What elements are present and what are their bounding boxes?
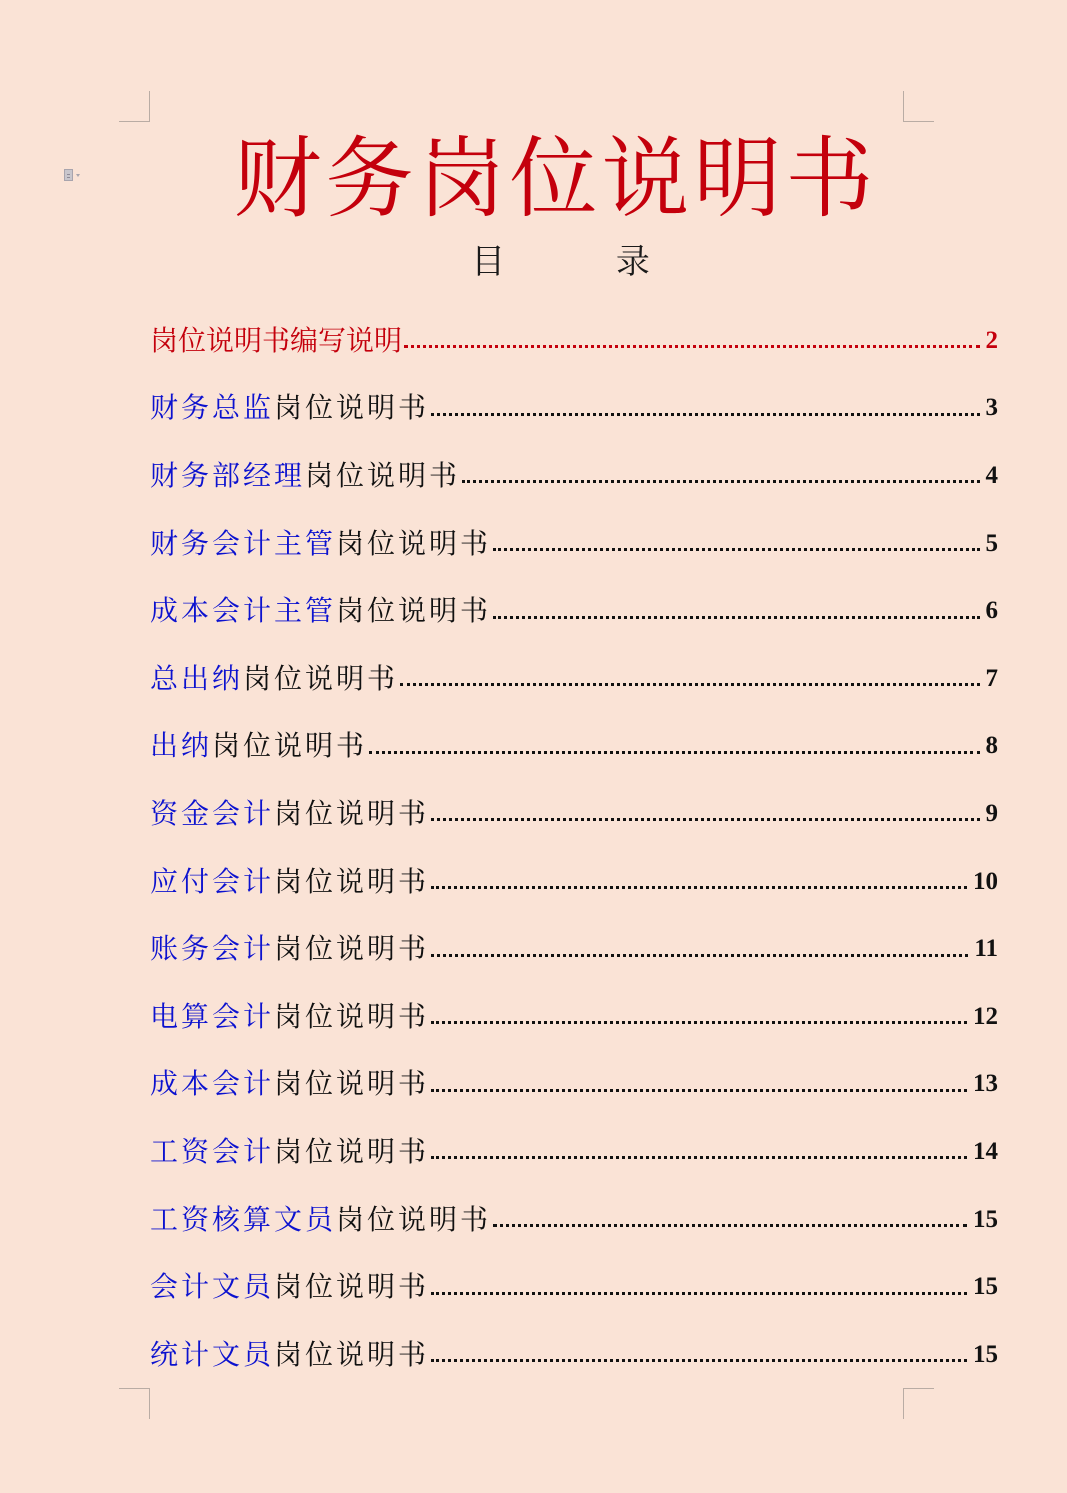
- toc-entry-suffix: 岗位说明书: [274, 391, 430, 425]
- toc-dot-leader: [431, 886, 967, 889]
- toc-page-number: 9: [985, 799, 998, 827]
- toc-entry[interactable]: [150, 713, 998, 781]
- toc-entry[interactable]: [150, 645, 998, 713]
- toc-entry-name[interactable]: 电算会计: [150, 999, 275, 1033]
- toc-entry-suffix: 岗位说明书: [274, 999, 430, 1033]
- toc-dot-leader: [400, 683, 979, 686]
- toc-entry-suffix: 岗位说明书: [243, 661, 399, 695]
- toc-page-number: 15: [973, 1205, 998, 1233]
- toc-entry-suffix: 岗位说明书: [274, 796, 430, 830]
- toc-page-number: 8: [985, 732, 998, 760]
- toc-entry[interactable]: [150, 510, 998, 578]
- toc-dot-leader: [462, 480, 979, 483]
- toc-page-number: 3: [985, 394, 998, 422]
- toc-page-number: 15: [973, 1340, 998, 1368]
- toc-entry[interactable]: [150, 375, 998, 443]
- toc-entry[interactable]: [150, 1253, 998, 1321]
- toc-dot-leader: [404, 345, 979, 348]
- toc-entry-name[interactable]: 资金会计: [150, 796, 275, 830]
- toc-entry-name[interactable]: 财务总监: [150, 391, 275, 425]
- toc-entry[interactable]: [150, 442, 998, 510]
- toc-entry-name[interactable]: 统计文员: [150, 1337, 275, 1371]
- toc-dot-leader: [431, 413, 979, 416]
- toc-entry-name[interactable]: 工资会计: [150, 1134, 275, 1168]
- toc-page-number: 13: [973, 1070, 998, 1098]
- toc-entry-name[interactable]: 出纳: [150, 729, 213, 763]
- toc-entry-suffix: 岗位说明书: [336, 594, 492, 628]
- toc-entry-name[interactable]: 会计文员: [150, 1270, 275, 1304]
- toc-entry[interactable]: [150, 1118, 998, 1186]
- toc-page-number: 15: [973, 1273, 998, 1301]
- toc-page-number: 12: [973, 1002, 998, 1030]
- toc-entry-suffix: 岗位说明书: [274, 1270, 430, 1304]
- toc-entry-suffix: 岗位说明书: [274, 1337, 430, 1371]
- toc-dot-leader: [431, 818, 979, 821]
- toc-dot-leader: [493, 548, 979, 551]
- toc-entry-name[interactable]: 工资核算文员: [150, 1202, 337, 1236]
- toc-page-number: 10: [973, 867, 998, 895]
- toc-entry[interactable]: [150, 1186, 998, 1254]
- toc-page-number: 2: [985, 326, 998, 354]
- toc-entry[interactable]: [150, 1321, 998, 1389]
- table-of-contents: [150, 307, 998, 1389]
- toc-page-number: 4: [985, 461, 998, 489]
- toc-entry[interactable]: [150, 1051, 998, 1119]
- toc-entry[interactable]: [150, 848, 998, 916]
- toc-dot-leader: [431, 1089, 967, 1092]
- toc-dot-leader: [369, 751, 979, 754]
- toc-entry-suffix: 岗位说明书: [274, 1067, 430, 1101]
- toc-entry[interactable]: [150, 577, 998, 645]
- toc-entry-suffix: 岗位说明书: [336, 526, 492, 560]
- toc-entry-name[interactable]: 账务会计: [150, 932, 275, 966]
- toc-entry-suffix: 岗位说明书: [212, 729, 368, 763]
- crop-mark-top-right: [903, 91, 934, 122]
- toc-page-number: 5: [985, 529, 998, 557]
- toc-page-number: 14: [973, 1137, 998, 1165]
- toc-entry-suffix: 岗位说明书: [274, 864, 430, 898]
- toc-entry-suffix: 岗位说明书: [336, 1202, 492, 1236]
- toc-dot-leader: [493, 616, 979, 619]
- toc-heading: 目 录: [471, 242, 700, 282]
- toc-dot-leader: [431, 1021, 967, 1024]
- toc-entry-name[interactable]: 成本会计主管: [150, 594, 337, 628]
- crop-mark-bottom-right: [903, 1388, 934, 1419]
- toc-entry-name[interactable]: 总出纳: [150, 661, 244, 695]
- toc-dot-leader: [493, 1224, 967, 1227]
- toc-page-number: 11: [974, 935, 998, 963]
- document-title: 财务岗位说明书: [233, 127, 878, 230]
- toc-entry[interactable]: [150, 780, 998, 848]
- toc-entry-name[interactable]: 财务会计主管: [150, 526, 337, 560]
- toc-entry[interactable]: [150, 307, 998, 375]
- toc-dot-leader: [431, 1156, 967, 1159]
- toc-page-number: 7: [985, 664, 998, 692]
- toc-entry-name[interactable]: 成本会计: [150, 1067, 275, 1101]
- toc-entry-name[interactable]: 应付会计: [150, 864, 275, 898]
- toc-entry[interactable]: [150, 915, 998, 983]
- toc-entry[interactable]: [150, 983, 998, 1051]
- crop-mark-bottom-left: [119, 1388, 150, 1419]
- toc-page-number: 6: [985, 597, 998, 625]
- crop-mark-top-left: [119, 91, 150, 122]
- toc-entry-name[interactable]: 岗位说明书编写说明: [150, 323, 403, 357]
- toc-dot-leader: [431, 954, 968, 957]
- toc-dot-leader: [431, 1359, 967, 1362]
- toc-dot-leader: [431, 1292, 967, 1295]
- toc-entry-suffix: 岗位说明书: [274, 1134, 430, 1168]
- toc-entry-suffix: 岗位说明书: [274, 932, 430, 966]
- toc-entry-suffix: 岗位说明书: [305, 458, 461, 492]
- toc-entry-name[interactable]: 财务部经理: [150, 458, 306, 492]
